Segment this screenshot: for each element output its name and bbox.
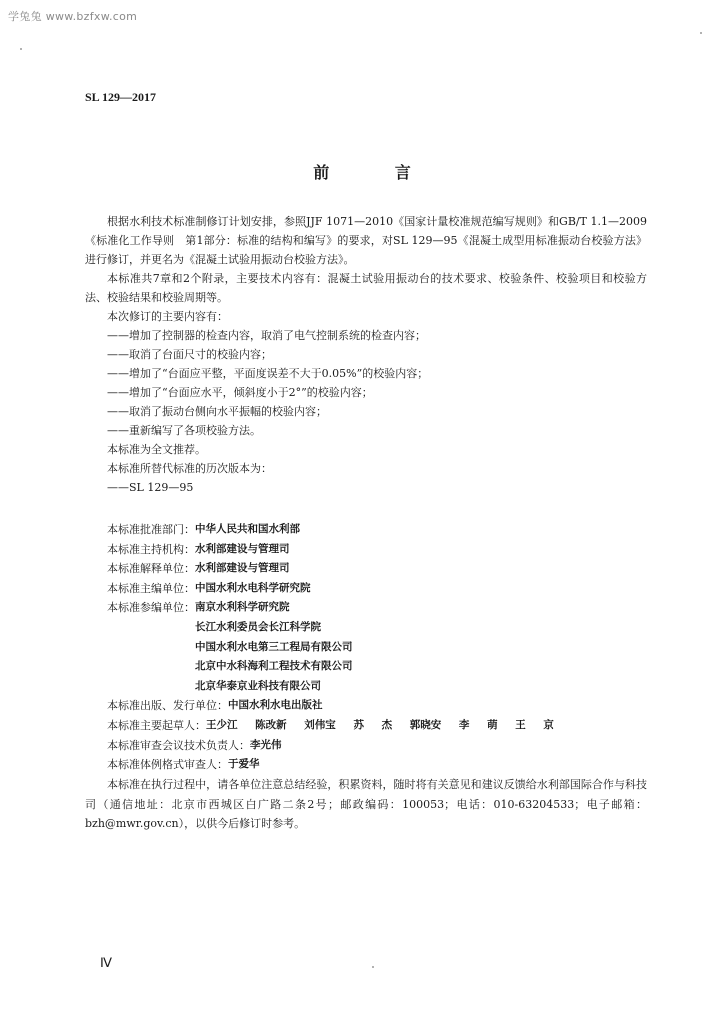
credit-label: 本标准批准部门：: [107, 523, 195, 536]
page-number: Ⅳ: [100, 955, 112, 970]
credit-label: 本标准出版、发行单位：: [107, 699, 228, 713]
credit-value: 水利部建设与管理司: [195, 562, 290, 575]
credit-row-chief: [107, 579, 647, 599]
participant-item: 南京水利科学研究院: [195, 601, 290, 614]
credit-row-participants: [107, 598, 647, 696]
scan-speck: [20, 48, 22, 50]
standard-code: SL 129—2017: [85, 90, 157, 104]
paragraph-history-intro: 本标准所替代标准的历次版本为：: [107, 462, 272, 475]
revision-item: ——增加了控制器的检查内容，取消了电气控制系统的检查内容；: [107, 329, 426, 342]
participant-list: [195, 598, 353, 696]
credit-row-approval: [107, 520, 647, 540]
paragraph-basis: 根据水利技术标准制修订计划安排，参照JJF 1071—2010《国家计量校准规范编写规则》和GB/T 1.1—2009《标准化工作导则 第1部分：标准的结构和编写》的要求，对SL 129—95《混凝土成型用标准振动台校验方法》进行修订，并更名为《混凝土试验用振动台校验方法》。: [85, 215, 647, 266]
revision-item: ——重新编写了各项校验方法。: [107, 424, 261, 437]
foreword-body: [85, 212, 647, 497]
credit-value: 水利部建设与管理司: [195, 542, 290, 555]
credit-label: 本标准主编单位：: [107, 581, 195, 595]
paragraph-recommendation: 本标准为全文推荐。: [107, 443, 206, 456]
paragraph-content: 本标准共7章和2个附录，主要技术内容有：混凝土试验用振动台的技术要求、校验条件、校验项目和校验方法、校验结果和校验周期等。: [85, 272, 647, 304]
revision-item: ——增加了“台面应水平，倾斜度小于2°”的校验内容；: [107, 386, 373, 399]
participant-item: 北京华泰京业科技有限公司: [195, 679, 321, 692]
credit-label: 本标准解释单位：: [107, 562, 195, 576]
credit-row-interpret: [107, 559, 647, 579]
participant-item: 长江水利委员会长江科学院: [195, 620, 321, 633]
credit-value: 中国水利水电出版社: [228, 699, 323, 712]
credit-row-drafters: [107, 716, 647, 736]
credit-label: 本标准体例格式审查人：: [107, 758, 228, 772]
credit-row-format-review: [107, 755, 647, 775]
credit-value: 中华人民共和国水利部: [195, 523, 300, 535]
credit-label: 本标准主要起草人：: [107, 718, 206, 732]
page-title: 前 言: [313, 163, 441, 182]
participant-item: 中国水利水电第三工程局有限公司: [195, 640, 353, 653]
credit-row-publisher: [107, 696, 647, 716]
watermark: 学兔兔 www.bzfxw.com: [8, 10, 138, 23]
paragraph-revision-intro: 本次修订的主要内容有：: [107, 310, 228, 323]
scan-speck: [372, 966, 374, 968]
participant-item: 北京中水科海利工程技术有限公司: [195, 660, 353, 673]
scan-speck: [700, 32, 702, 34]
credit-label: 本标准主持机构：: [107, 542, 195, 556]
revision-item: ——取消了振动台侧向水平振幅的校验内容；: [107, 405, 327, 418]
credit-row-host: [107, 540, 647, 560]
credit-value: 中国水利水电科学研究院: [195, 581, 311, 594]
closing-paragraph: 本标准在执行过程中，请各单位注意总结经验，积累资料，随时将有关意见和建议反馈给水利部国际合作与科技司（通信地址：北京市西城区白广路二条2号；邮政编码：100053；电话：010-63204533；电子邮箱：bzh@mwr.gov.cn），以供今后修订时参考。: [85, 778, 647, 831]
credit-row-review-lead: [107, 736, 647, 756]
credit-label: 本标准参编单位：: [107, 601, 195, 615]
credit-value: 王少江 陈改新 刘伟宝 苏 杰 郭晓安 李 萌 王 京: [206, 718, 554, 731]
credit-label: 本标准审查会议技术负责人：: [107, 738, 250, 752]
revision-item: ——增加了“台面应平整，平面度误差不大于0.05%”的校验内容；: [107, 367, 429, 380]
credits-block: [107, 520, 647, 775]
revision-item: ——取消了台面尺寸的校验内容；: [107, 348, 272, 361]
credit-value: 李光伟: [250, 738, 282, 751]
history-item: ——SL 129—95: [107, 481, 194, 494]
credit-value: 于爱华: [228, 758, 260, 771]
